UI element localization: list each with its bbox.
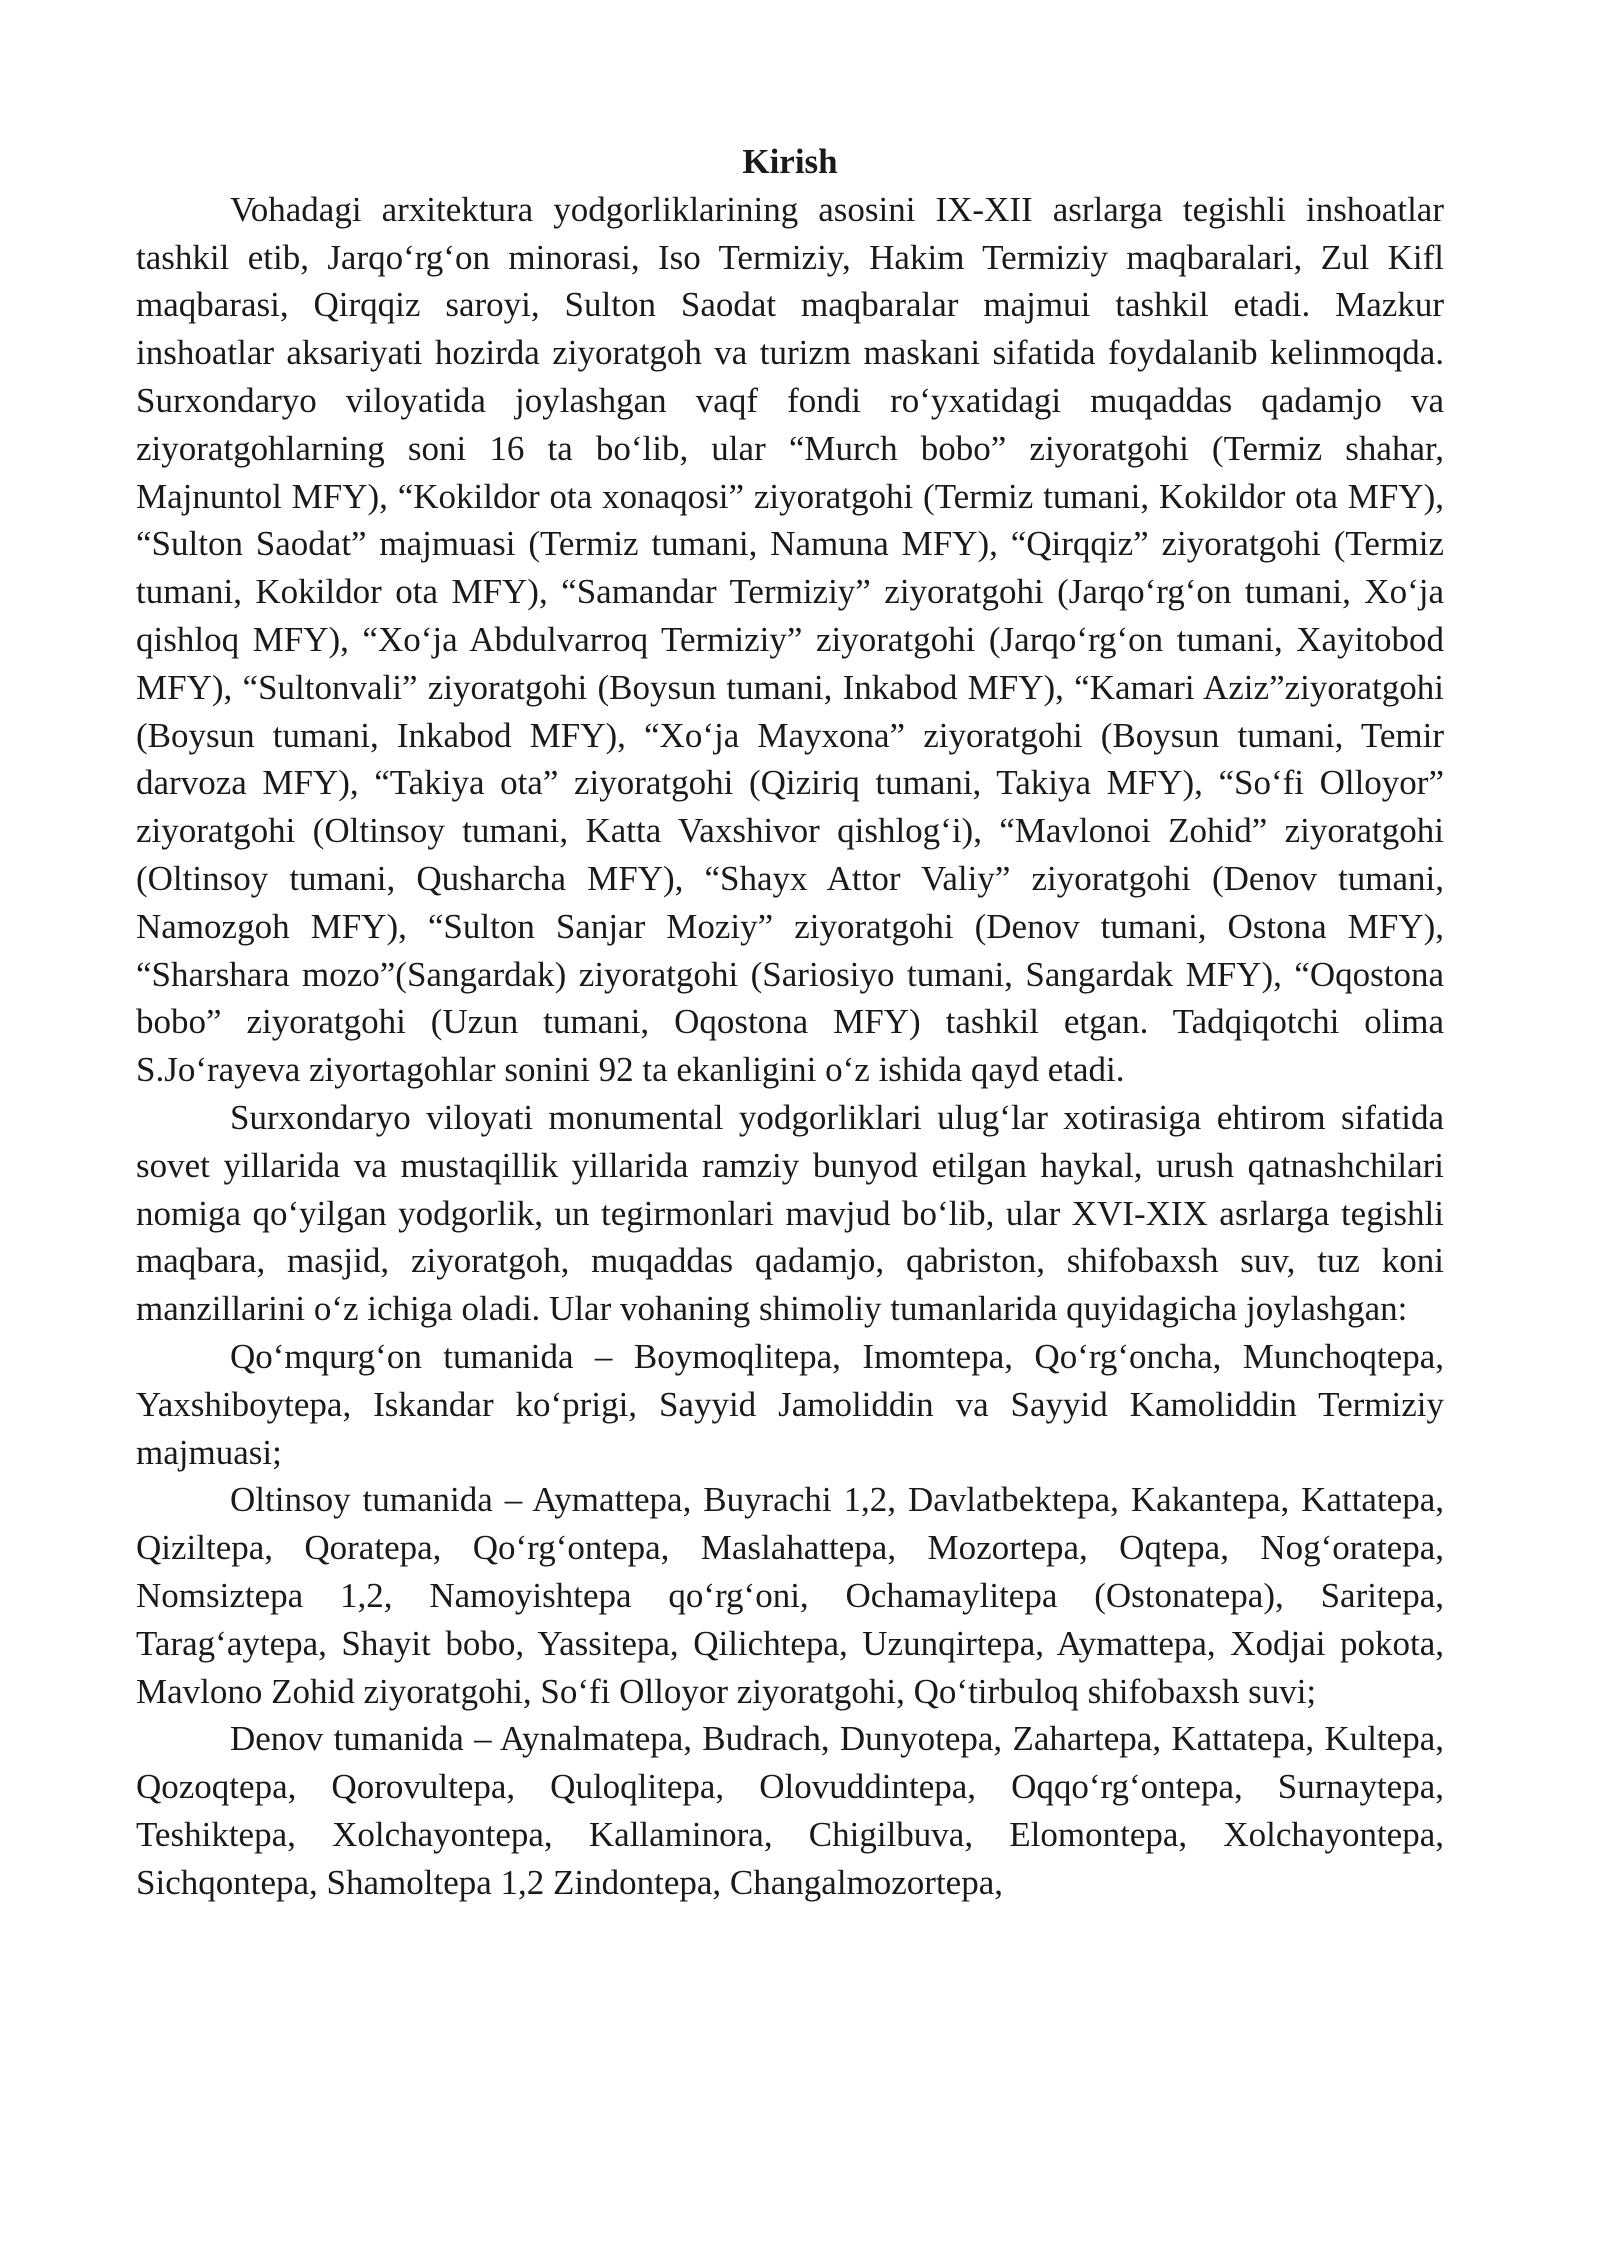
paragraph-qumqurgon: Qo‘mqurg‘on tumanida – Boymoqlitepa, Imomtepa, Qo‘rg‘oncha, Munchoqtepa, Yaxshiboytepa, Iskandar ko‘prigi, Sayyid Jamoliddin va Sayyid Kamoliddin Termiziy majmuasi; [136,1336,1444,1472]
document-page [136,138,1444,1906]
paragraph-oltinsoy: Oltinsoy tumanida – Aymattepa, Buyrachi 1,2, Davlatbektepa, Kakantepa, Kattatepa, Qiziltepa, Qoratepa, Qo‘rg‘ontepa, Maslahattepa, Mozortepa, Oqtepa, Nog‘oratepa, Nomsiztepa 1,2, Namoyishtepa qo‘rg‘oni, Ochamaylitepa (Ostonatepa), Saritepa, Tarag‘aytepa, Shayit bobo, Yassitepa, Qilichtepa, Uzunqirtepa, Aymattepa, Xodjai pokota, Mavlono Zohid ziyoratgohi, So‘fi Olloyor ziyoratgohi, Qo‘tirbuloq shifobaxsh suvi; [136,1480,1444,1711]
section-title: Kirish [742,142,838,181]
paragraph-denov: Denov tumanida – Aynalmatepa, Budrach, Dunyotepa, Zahartepa, Kattatepa, Kultepa, Qozoqtepa, Qorovultepa, Quloqlitepa, Olovuddintepa, Oqqo‘rg‘ontepa, Surnaytepa, Teshiktepa, Xolchayontepa, Kallaminora, Chigilbuva, Elomontepa, Xolchayontepa, Sichqontepa, Shamoltepa 1,2 Zindontepa, Changalmozortepa, [136,1719,1444,1902]
paragraph-architecture: Vohadagi arxitektura yodgorliklarining asosini IX-XII asrlarga tegishli inshoatlar tashkil etib, Jarqo‘rg‘on minorasi, Iso Termiziy, Hakim Termiziy maqbaralari, Zul Kifl maqbarasi, Qirqqiz saroyi, Sulton Saodat maqbaralar majmui tashkil etadi. Mazkur inshoatlar aksariyati hozirda ziyoratgoh va turizm maskani sifatida foydalanib kelinmoqda. Surxondaryo viloyatida joylashgan vaqf fondi ro‘yxatidagi muqaddas qadamjo va ziyoratgohlarning soni 16 ta bo‘lib, ular “Murch bobo” ziyoratgohi (Termiz shahar, Majnuntol MFY), “Kokildor ota xonaqosi” ziyoratgohi (Termiz tumani, Kokildor ota MFY), “Sulton Saodat” majmuasi (Termiz tumani, Namuna MFY), “Qirqqiz” ziyoratgohi (Termiz tumani, Kokildor ota MFY), “Samandar Termiziy” ziyoratgohi (Jarqo‘rg‘on tumani, Xo‘ja qishloq MFY), “Xo‘ja Abdulvarroq Termiziy” ziyoratgohi (Jarqo‘rg‘on tumani, Xayitobod MFY), “Sultonvali” ziyoratgohi (Boysun tumani, Inkabod MFY), “Kamari Aziz”ziyoratgohi (Boysun tumani, Inkabod MFY), “Xo‘ja Mayxona” ziyoratgohi (Boysun tumani, Temir darvoza MFY), “Takiya ota” ziyoratgohi (Qiziriq tumani, Takiya MFY), “So‘fi Olloyor” ziyoratgohi (Oltinsoy tumani, Katta Vaxshivor qishlog‘i), “Mavlonoi Zohid” ziyoratgohi (Oltinsoy tumani, Qusharcha MFY), “Shayx Attor Valiy” ziyoratgohi (Denov tumani, Namozgoh MFY), “Sulton Sanjar Moziy” ziyoratgohi (Denov tumani, Ostona MFY), “Sharshara mozo”(Sangardak) ziyoratgohi (Sariosiyo tumani, Sangardak MFY), “Oqostona bobo” ziyoratgohi (Uzun tumani, Oqostona MFY) tashkil etgan. Tadqiqotchi olima S.Jo‘rayeva ziyortagohlar sonini 92 ta ekanligini o‘z ishida qayd etadi. [136,189,1444,1090]
paragraph-monuments: Surxondaryo viloyati monumental yodgorliklari ulug‘lar xotirasiga ehtirom sifatida sovet yillarida va mustaqillik yillarida ramziy bunyod etilgan haykal, urush qatnashchilari nomiga qo‘yilgan yodgorlik, un tegirmonlari mavjud bo‘lib, ular XVI-XIX asrlarga tegishli maqbara, masjid, ziyoratgoh, muqaddas qadamjo, qabriston, shifobaxsh suv, tuz koni manzillarini o‘z ichiga oladi. Ular vohaning shimoliy tumanlarida quyidagicha joylashgan: [136,1097,1444,1329]
